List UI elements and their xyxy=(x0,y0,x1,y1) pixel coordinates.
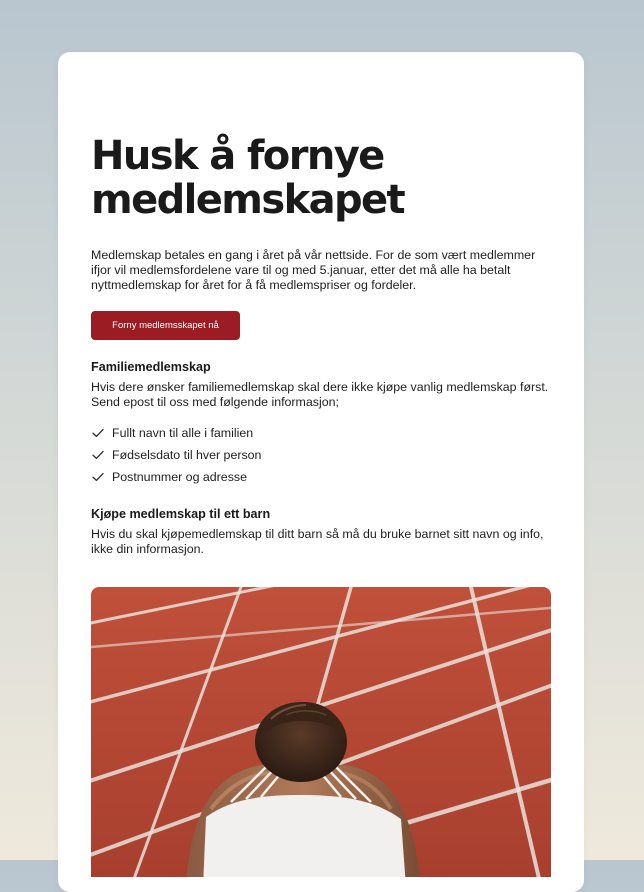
checklist-item xyxy=(91,422,261,444)
child-membership-title: Kjøpe medlemskap til ett barn xyxy=(91,507,271,521)
checkmark-icon xyxy=(91,448,105,462)
page-title-line-1: Husk å fornye xyxy=(91,133,384,179)
checklist-item-label: Postnummer og adresse xyxy=(112,470,247,484)
family-membership-title: Familiemedlemskap xyxy=(91,360,211,374)
hero-photo xyxy=(91,587,551,877)
checkmark-icon xyxy=(91,470,105,484)
checklist-item-label: Fødselsdato til hver person xyxy=(112,448,262,462)
family-membership-text: Hvis dere ønsker familiemedlemskap skal dere ikke kjøpe vanlig medlemskap først. Send epost til oss med følgende informasjon; xyxy=(91,380,549,409)
checklist-item xyxy=(91,444,261,466)
content-card xyxy=(58,52,584,892)
checklist-item-label: Fullt navn til alle i familien xyxy=(112,426,254,440)
page-title xyxy=(91,134,551,222)
child-membership-text: Hvis du skal kjøpemedlemskap til ditt barn så må du bruke barnet sitt navn og info, ikke din informasjon. xyxy=(91,527,544,556)
intro-paragraph: Medlemskap betales en gang i året på vår nettside. For de som vært medlemmer ifjor vil medlemsfordelene vare til og med 5.januar, etter det må alle ha betalt nyttmedlemskap for året for å få medlemspriser og fordeler. xyxy=(91,248,536,292)
family-info-checklist xyxy=(91,422,261,488)
page-title-line-2: medlemskapet xyxy=(91,177,405,223)
checklist-item xyxy=(91,466,261,488)
athlete-on-track-image xyxy=(91,587,551,877)
checkmark-icon xyxy=(91,426,105,440)
renew-membership-button[interactable]: Forny medlemsskapet nå xyxy=(91,311,240,340)
